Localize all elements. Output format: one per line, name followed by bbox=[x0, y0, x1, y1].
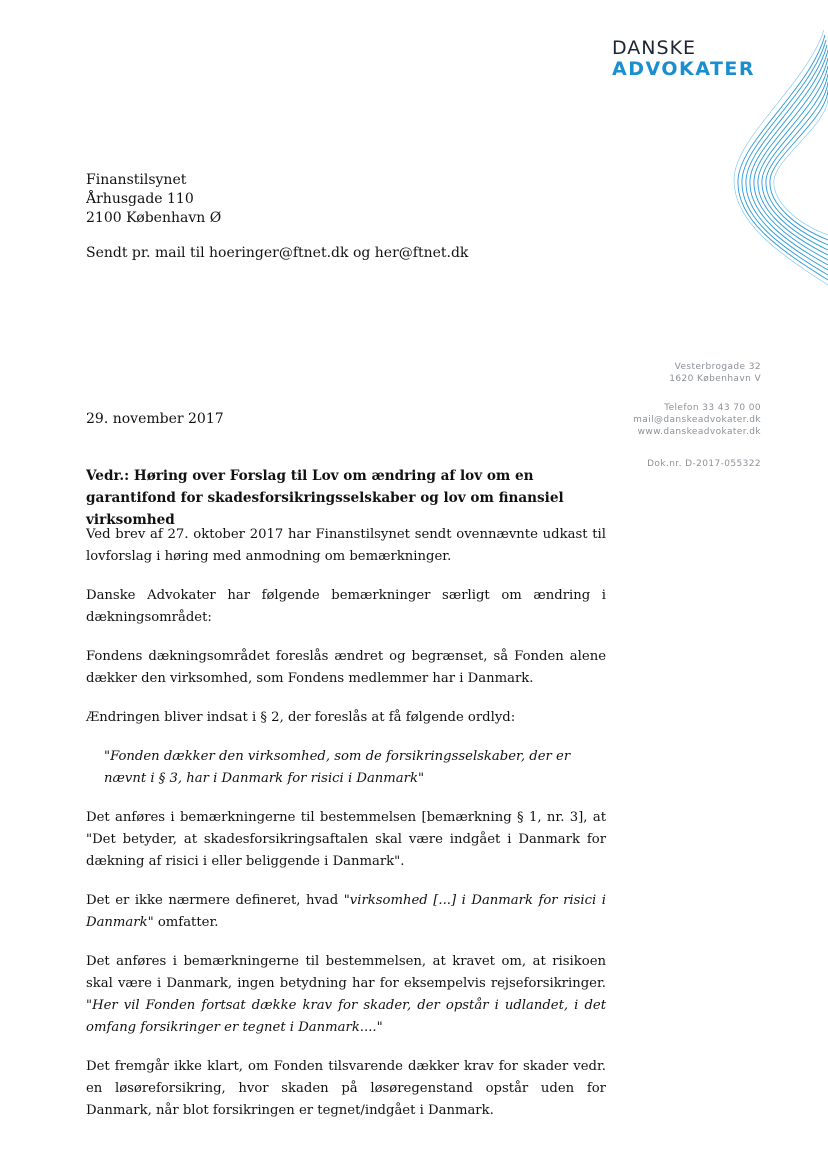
recipient-city: 2100 København Ø bbox=[86, 210, 222, 226]
paragraph-emphasis: "virksomhed [...] i Danmark for risici i Danmark" bbox=[86, 893, 606, 930]
document-number: Dok.nr. D-2017-055322 bbox=[647, 459, 761, 469]
recipient-street: Århusgade 110 bbox=[86, 191, 194, 207]
paragraph-text: omfatter. bbox=[153, 915, 219, 930]
sender-email[interactable]: mail@danskeadvokater.dk bbox=[633, 415, 761, 425]
sender-city: 1620 København V bbox=[669, 374, 761, 384]
recipient-name: Finanstilsynet bbox=[86, 172, 187, 188]
sender-contact bbox=[633, 402, 761, 438]
recipient-address bbox=[86, 171, 221, 228]
paragraph-emphasis: "Her vil Fonden fortsat dække krav for skader, der opstår i udlandet, i det omfang forsikringer er tegnet i Danmark...." bbox=[86, 998, 606, 1035]
paragraph: Det fremgår ikke klart, om Fonden tilsvarende dækker krav for skader vedr. en løsøreforsikring, hvor skaden på løsøregenstand opstår uden for Danmark, når blot forsikringen er tegnet/indgået i Danmark. bbox=[86, 1059, 606, 1118]
letter-body bbox=[86, 524, 606, 1139]
sender-web[interactable]: www.danskeadvokater.dk bbox=[637, 427, 761, 437]
paragraph: Det anføres i bemærkningerne til bestemmelsen [bemærkning § 1, nr. 3], at "Det betyder, at skadesforsikringsaftalen skal være indgået i Danmark for dækning af risici i eller beliggende i Danmark". bbox=[86, 810, 606, 869]
paragraph: Ændringen bliver indsat i § 2, der foreslås at få følgende ordlyd: bbox=[86, 710, 516, 725]
logo-line-2: ADVOKATER bbox=[612, 58, 756, 80]
sent-by-line: Sendt pr. mail til hoeringer@ftnet.dk og her@ftnet.dk bbox=[86, 245, 469, 261]
quoted-provision: "Fonden dækker den virksomhed, som de forsikringsselskaber, der er nævnt i § 3, har i Danmark for risici i Danmark" bbox=[104, 749, 571, 786]
logo-wave-graphic bbox=[720, 30, 828, 290]
letter-date: 29. november 2017 bbox=[86, 411, 224, 427]
sender-phone: Telefon 33 43 70 00 bbox=[664, 403, 761, 413]
sender-street: Vesterbrogade 32 bbox=[674, 362, 761, 372]
paragraph bbox=[86, 951, 606, 1039]
paragraph: Ved brev af 27. oktober 2017 har Finanstilsynet sendt ovennævnte udkast til lovforslag i høring med anmodning om bemærkninger. bbox=[86, 527, 606, 564]
paragraph bbox=[86, 890, 606, 934]
sender-address bbox=[669, 361, 761, 385]
paragraph-text: Det er ikke nærmere defineret, hvad bbox=[86, 893, 344, 908]
paragraph: Danske Advokater har følgende bemærkninger særligt om ændring i dækningsområdet: bbox=[86, 588, 606, 625]
paragraph-text: Det anføres i bemærkningerne til bestemmelsen, at kravet om, at risikoen skal være i Danmark, ingen betydning har for eksempelvis rejseforsikringer. bbox=[86, 954, 606, 991]
logo-line-1: DANSKE bbox=[612, 37, 697, 59]
paragraph: Fondens dækningsområdet foreslås ændret og begrænset, så Fonden alene dækker den virksomhed, som Fondens medlemmer har i Danmark. bbox=[86, 649, 606, 686]
letter-subject: Vedr.: Høring over Forslag til Lov om ændring af lov om en garantifond for skadesforsikringsselskaber og lov om finansiel virksomhed bbox=[86, 468, 564, 528]
